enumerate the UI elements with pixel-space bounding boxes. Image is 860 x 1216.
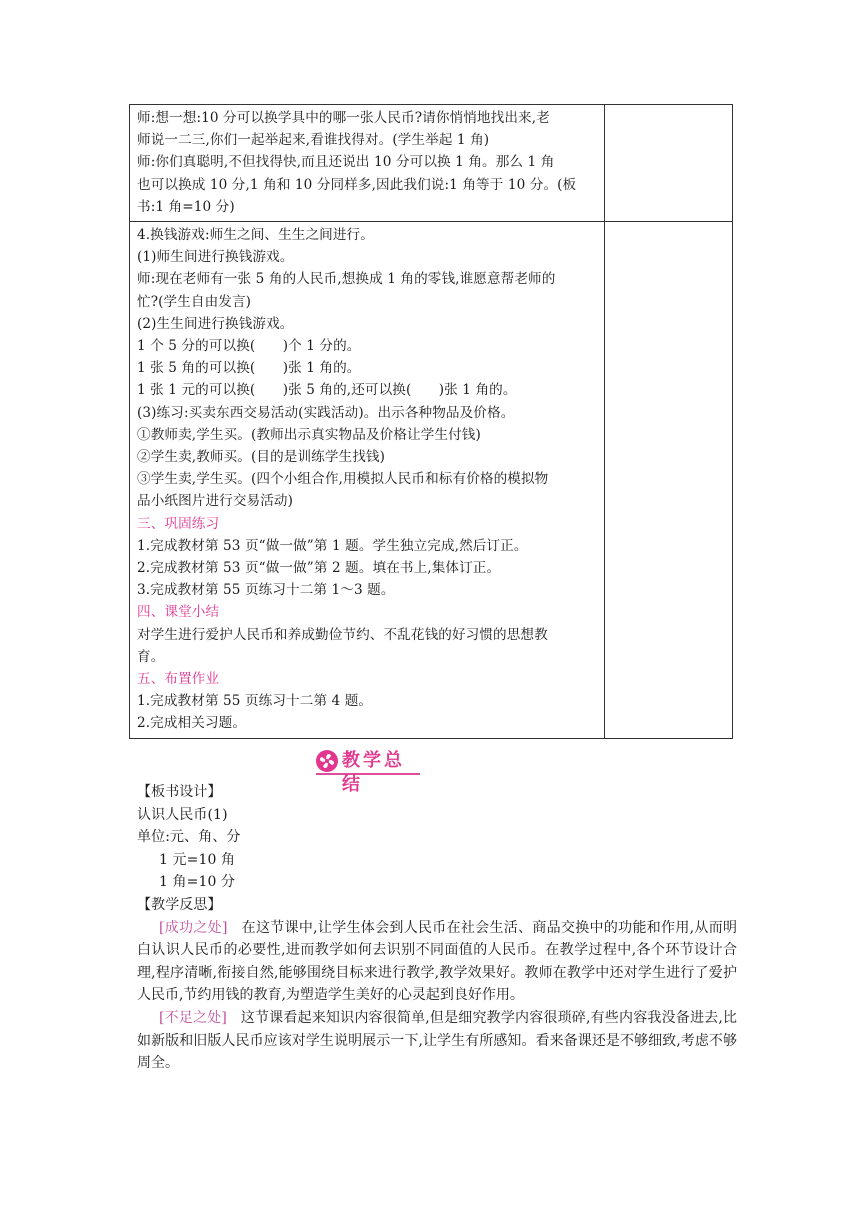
section-heading-summary: 四、课堂小结 bbox=[137, 604, 220, 621]
text-line: 2.完成相关习题。 bbox=[137, 715, 247, 732]
text-line: 品小纸图片进行交易活动) bbox=[137, 493, 294, 510]
section-heading-practice: 三、巩固练习 bbox=[137, 515, 220, 532]
text-line: ①教师卖,学生买。(教师出示真实物品及价格让学生付钱) bbox=[137, 426, 481, 443]
text-line: (1)师生间进行换钱游戏。 bbox=[137, 249, 294, 266]
text-line: 1.完成教材第 53 页“做一做”第 1 题。学生独立完成,然后订正。 bbox=[137, 537, 528, 554]
pinwheel-icon bbox=[316, 750, 338, 772]
table-row bbox=[130, 105, 733, 222]
equation-line: 1 角=10 分 bbox=[159, 874, 236, 891]
text-line: ②学生卖,教师买。(目的是训练学生找钱) bbox=[137, 449, 386, 466]
table-cell-notes bbox=[605, 222, 733, 739]
text-line: 2.完成教材第 53 页“做一做”第 2 题。填在书上,集体订正。 bbox=[137, 560, 501, 577]
text-line: 书:1 角=10 分) bbox=[137, 198, 235, 215]
table-cell-notes bbox=[605, 105, 733, 222]
equation-line: 1 元=10 角 bbox=[159, 851, 236, 868]
shortfall-tag: [不足之处] bbox=[159, 1009, 227, 1026]
lesson-plan-table bbox=[129, 104, 733, 739]
text-line: 4.换钱游戏:师生之间、生生之间进行。 bbox=[137, 227, 374, 244]
text-line: 师:你们真聪明,不但找得快,而且还说出 10 分可以换 1 角。那么 1 角 bbox=[137, 154, 555, 171]
text-line: 师:想一想:10 分可以换学具中的哪一张人民币?请你悄悄地找出来,老 bbox=[137, 110, 550, 126]
table-cell-content bbox=[130, 222, 605, 739]
text-line: 师:现在老师有一张 5 角的人民币,想换成 1 角的零钱,谁愿意帮老师的 bbox=[137, 271, 556, 288]
text-line: 忙?(学生自由发言) bbox=[137, 293, 252, 310]
text-line: 育。 bbox=[137, 648, 165, 665]
shortfall-text: 这节课看起来知识内容很简单,但是细究教学内容很琐碎,有些内容我没备进去,比如新版和旧版人民币应该对学生说明展示一下,让学生有所感知。看来备课还是不够细致,考虑不够周全。 bbox=[137, 1009, 737, 1072]
table-row bbox=[130, 222, 733, 739]
text-line: 对学生进行爱护人民币和养成勤俭节约、不乱花钱的好习惯的思想教 bbox=[137, 626, 548, 643]
reflection-heading: 【教学反思】 bbox=[137, 896, 222, 913]
text-line: 1 个 5 分的可以换( )个 1 分的。 bbox=[137, 338, 361, 355]
text-line: 1 张 1 元的可以换( )张 5 角的,还可以换( )张 1 角的。 bbox=[137, 382, 517, 399]
success-text: 在这节课中,让学生体会到人民币在社会生活、商品交换中的功能和作用,从而明白认识人民币的必要性,进而教学如何去识别不同面值的人民币。在教学过程中,各个环节设计合理,程序清晰,衔接自然,能够围绕目标来进行教学,教学效果好。教师在教学中还对学生进行了爱护人民币,节约用钱的教育,为塑造学生美好的心灵起到良好作用。 bbox=[137, 919, 737, 1004]
table-cell-content bbox=[130, 105, 605, 222]
reflection-shortfall-paragraph bbox=[137, 1007, 737, 1075]
text-line: ③学生卖,学生买。(四个小组合作,用模拟人民币和标有价格的模拟物 bbox=[137, 471, 549, 488]
text-line: 1.完成教材第 55 页练习十二第 4 题。 bbox=[137, 693, 373, 710]
text-line: (2)生生间进行换钱游戏。 bbox=[137, 315, 294, 332]
summary-title: 教学总结 bbox=[342, 750, 405, 795]
section-heading-homework: 五、布置作业 bbox=[137, 671, 220, 688]
summary-section bbox=[137, 781, 737, 1075]
success-tag: [成功之处] bbox=[159, 919, 228, 936]
text-line: 1 张 5 角的可以换( )张 1 角的。 bbox=[137, 360, 361, 377]
board-design-heading: 【板书设计】 bbox=[137, 784, 222, 800]
teaching-summary-banner bbox=[316, 749, 420, 795]
text-line: 单位:元、角、分 bbox=[137, 829, 241, 846]
text-line: 师说一二三,你们一起举起来,看谁找得对。(学生举起 1 角) bbox=[137, 132, 490, 149]
text-line: 3.完成教材第 55 页练习十二第 1～3 题。 bbox=[137, 582, 395, 599]
reflection-success-paragraph bbox=[137, 917, 737, 1007]
text-line: (3)练习:买卖东西交易活动(实践活动)。出示各种物品及价格。 bbox=[137, 404, 515, 421]
text-line: 也可以换成 10 分,1 角和 10 分同样多,因此我们说:1 角等于 10 分。(板 bbox=[137, 176, 577, 193]
text-line: 认识人民币(1) bbox=[137, 806, 228, 823]
